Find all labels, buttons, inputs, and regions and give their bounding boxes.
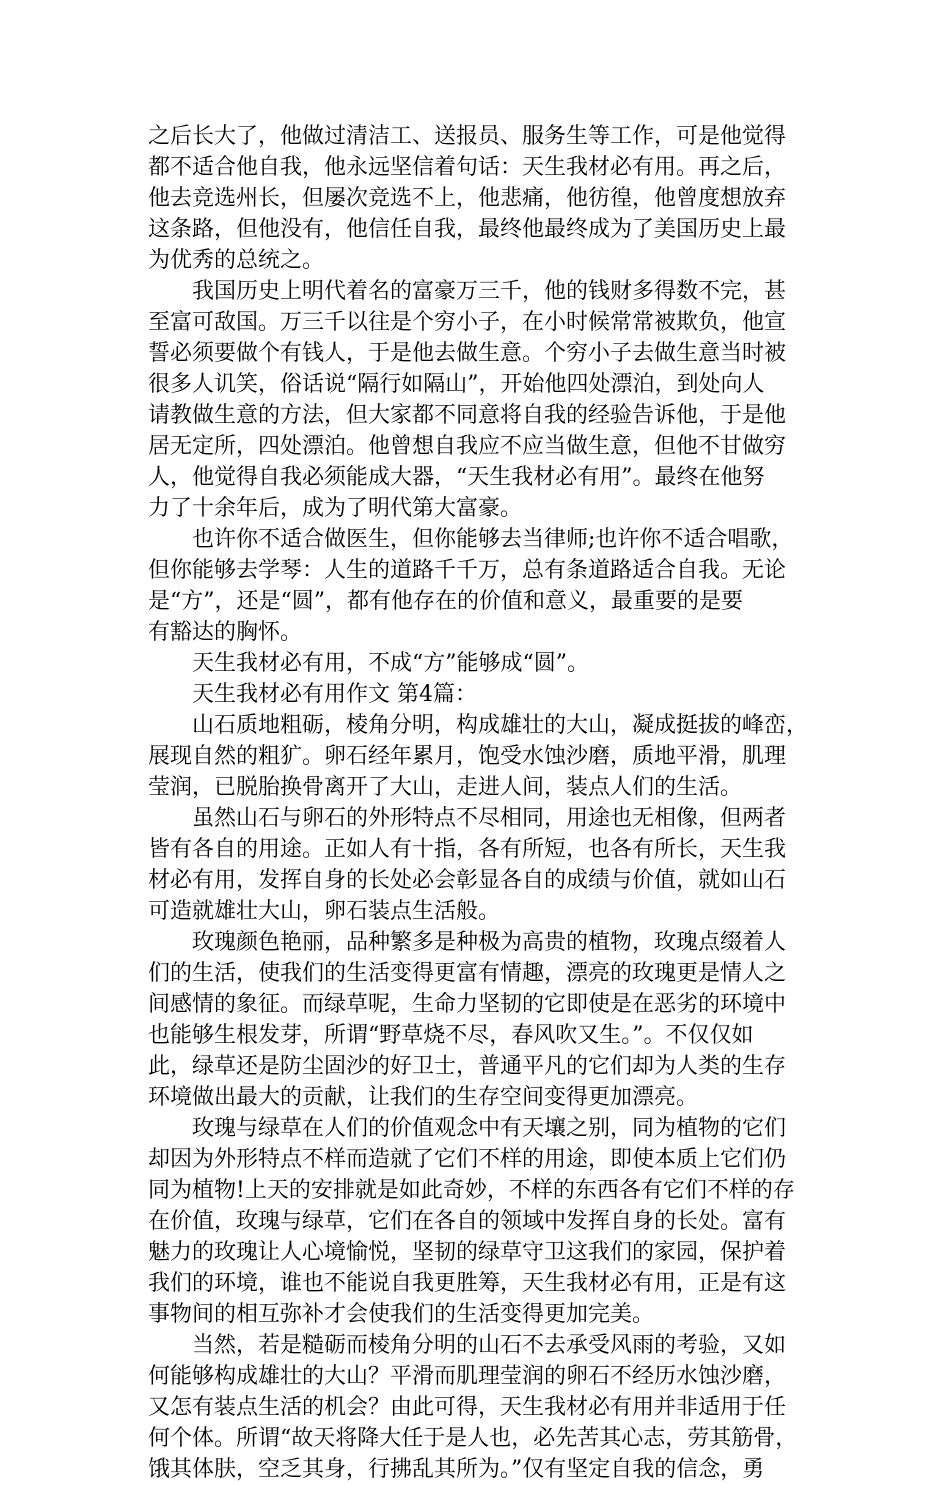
text-line: 同为植物!上天的安排就是如此奇妙，不样的东西各有它们不样的存 xyxy=(148,1178,795,1203)
text-line: 当然，若是糙砺而棱角分明的山石不去承受风雨的考验，又如 xyxy=(148,1333,787,1358)
text-line: 我们的环境，谁也不能说自我更胜筹，天生我材必有用，正是有这 xyxy=(148,1271,787,1296)
text-line: 都不适合他自我，他永远坚信着句话：天生我材必有用。再之后， xyxy=(148,155,787,180)
text-line: 居无定所，四处漂泊。他曾想自我应不应当做生意，但他不甘做穷 xyxy=(148,434,787,459)
text-line: 他去竞选州长，但屡次竞选不上，他悲痛，他彷徨，他曾度想放弃 xyxy=(148,186,787,211)
text-line: 这条路，但他没有，他信任自我，最终他最终成为了美国历史上最 xyxy=(148,217,787,242)
text-line: 魅力的玫瑰让人心境愉悦，坚韧的绿草守卫这我们的家园，保护着 xyxy=(148,1240,787,1265)
text-line: 誓必须要做个有钱人，于是他去做生意。个穷小子去做生意当时被 xyxy=(148,341,787,366)
text-line: 环境做出最大的贡献，让我们的生存空间变得更加漂亮。 xyxy=(148,1085,699,1110)
text-line: 此，绿草还是防尘固沙的好卫士，普通平凡的它们却为人类的生存 xyxy=(148,1054,787,1079)
text-line: 事物间的相互弥补才会使我们的生活变得更加完美。 xyxy=(148,1302,655,1327)
text-line: 至富可敌国。万三千以往是个穷小子，在小时候常常被欺负，他宣 xyxy=(148,310,787,335)
text-line: 皆有各自的用途。正如人有十指，各有所短，也各有所长，天生我 xyxy=(148,837,787,862)
essay-text xyxy=(148,121,828,1485)
text-line: 可造就雄壮大山，卵石装点生活般。 xyxy=(148,899,501,924)
text-line: 有豁达的胸怀。 xyxy=(148,620,303,645)
text-line: 之后长大了，他做过清洁工、送报员、服务生等工作，可是他觉得 xyxy=(148,124,787,149)
text-line: 材必有用，发挥自身的长处必会彰显各自的成绩与价值，就如山石 xyxy=(148,868,787,893)
text-line: 人，他觉得自我必须能成大器，“天生我材必有用”。最终在他努 xyxy=(148,465,765,490)
text-line: 又怎有装点生活的机会？由此可得，天生我材必有用并非适用于任 xyxy=(148,1395,787,1420)
text-line: 天生我材必有用，不成“方”能够成“圆”。 xyxy=(148,651,589,676)
text-line: 是“方”，还是“圆”，都有他存在的价值和意义，最重要的是要 xyxy=(148,589,743,614)
text-line: 玫瑰颜色艳丽，品种繁多是种极为高贵的植物，玫瑰点缀着人 xyxy=(148,930,787,955)
text-line: 何个体。所谓“故天将降大任于是人也，必先苦其心志，劳其筋骨， xyxy=(148,1426,798,1451)
text-line: 何能够构成雄壮的大山？平滑而肌理莹润的卵石不经历水蚀沙磨， xyxy=(148,1364,787,1389)
text-line: 我国历史上明代着名的富豪万三千，他的钱财多得数不完，甚 xyxy=(148,279,787,304)
text-line: 力了十余年后，成为了明代第大富豪。 xyxy=(148,496,523,521)
text-line: 饿其体肤，空乏其身，行拂乱其所为。”仅有坚定自我的信念，勇 xyxy=(148,1457,765,1482)
text-line: 虽然山石与卵石的外形特点不尽相同，用途也无相像，但两者 xyxy=(148,806,787,831)
text-line: 间感情的象征。而绿草呢，生命力坚韧的它即使是在恶劣的环境中 xyxy=(148,992,787,1017)
text-line: 山石质地粗砺，棱角分明，构成雄壮的大山，凝成挺拔的峰峦， xyxy=(148,713,809,738)
text-line: 玫瑰与绿草在人们的价值观念中有天壤之别，同为植物的它们 xyxy=(148,1116,787,1141)
text-line: 请教做生意的方法，但大家都不同意将自我的经验告诉他，于是他 xyxy=(148,403,787,428)
text-line: 很多人讥笑，俗话说“隔行如隔山”，开始他四处漂泊，到处向人 xyxy=(148,372,765,397)
text-line: 们的生活，使我们的生活变得更富有情趣，漂亮的玫瑰更是情人之 xyxy=(148,961,787,986)
text-line: 但你能够去学琴：人生的道路千千万，总有条道路适合自我。无论 xyxy=(148,558,787,583)
text-line: 为优秀的总统之。 xyxy=(148,248,325,273)
section-heading: 天生我材必有用作文 第4篇： xyxy=(148,682,477,707)
text-line: 展现自然的粗犷。卵石经年累月，饱受水蚀沙磨，质地平滑，肌理 xyxy=(148,744,787,769)
text-line: 在价值，玫瑰与绿草，它们在各自的领域中发挥自身的长处。富有 xyxy=(148,1209,787,1234)
text-line: 也许你不适合做医生，但你能够去当律师;也许你不适合唱歌， xyxy=(148,527,794,552)
text-line: 却因为外形特点不样而造就了它们不样的用途，即使本质上它们仍 xyxy=(148,1147,787,1172)
text-line: 莹润，已脱胎换骨离开了大山，走进人间，装点人们的生活。 xyxy=(148,775,743,800)
text-line: 也能够生根发芽，所谓“野草烧不尽，春风吹又生。”。不仅仅如 xyxy=(148,1023,754,1048)
